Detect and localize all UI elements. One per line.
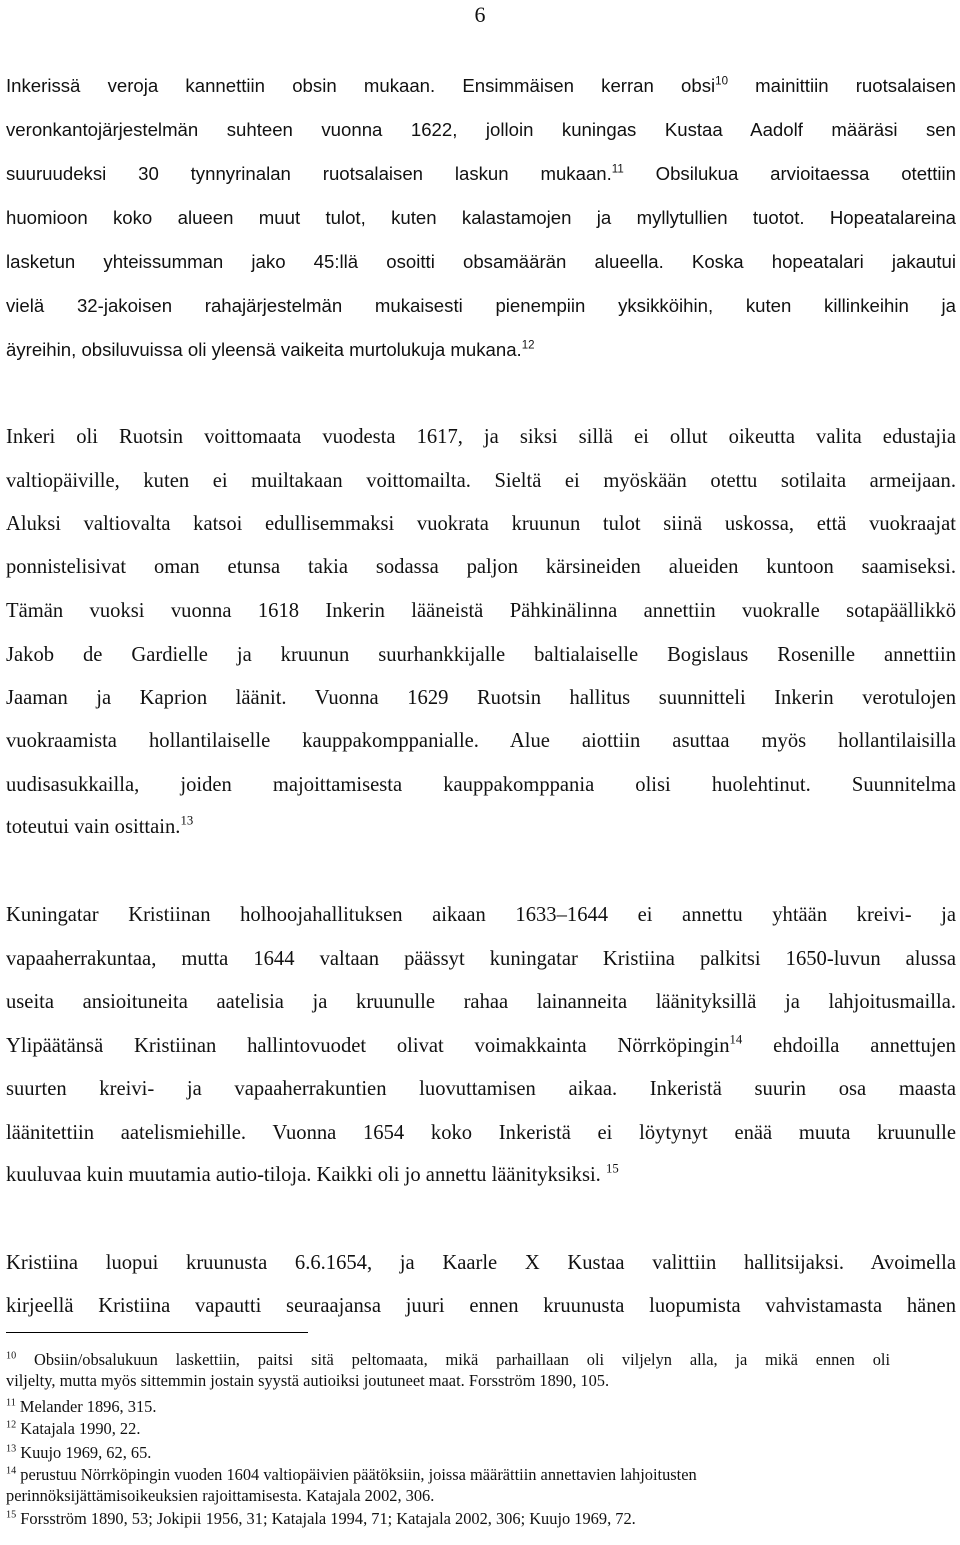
footnote-line	[6, 1486, 956, 1506]
footnote-line	[6, 1509, 956, 1529]
text-segment: useita ansioituneita aatelisia ja kruunulle rahaa lainanneita läänityksillä ja lahjoitusmailla.	[6, 991, 956, 1013]
footnote-ref: 15	[6, 1509, 17, 1521]
text-segment: Kristiina luopui kruunusta 6.6.1654, ja Kaarle X Kustaa valittiin hallitsijaksi. Avoimella	[6, 1252, 956, 1274]
footnote-ref: 14	[6, 1465, 17, 1477]
text-segment: vapaaherrakuntaa, mutta 1644 valtaan päässyt kuningatar Kristiina palkitsi 1650-luvun alussa	[6, 948, 956, 970]
text-segment: Forsström 1890, 53; Jokipii 1956, 31; Katajala 1994, 71; Katajala 2002, 306; Kuujo 1969, 72.	[16, 1509, 636, 1528]
text-segment: veronkantojärjestelmän suhteen vuonna 1622, jolloin kuningas Kustaa Aadolf määräsi sen	[6, 119, 956, 140]
text-segment: uudisasukkailla, joiden majoittamisesta kauppakomppania olisi huolehtinut. Suunnitelma	[6, 774, 956, 796]
footnote-line	[6, 1350, 890, 1370]
text-segment: vielä 32-jakoisen rahajärjestelmän mukaisesti pienempiin yksikköihin, kuten killinkeihin ja	[6, 295, 956, 316]
footnote-line	[6, 1397, 956, 1417]
text-segment: Obsilukua arvioitaessa otettiin	[623, 163, 956, 184]
body-line	[6, 250, 956, 274]
footnote-ref: 14	[729, 1032, 743, 1047]
body-line	[6, 1077, 956, 1101]
footnote-ref: 10	[715, 75, 728, 88]
footnote-ref: 13	[180, 813, 194, 828]
footnote-line	[6, 1419, 956, 1439]
text-segment: suuruudeksi 30 tynnyrinalan ruotsalaisen laskun mukaan.	[6, 163, 612, 184]
text-segment: läänitettiin aatelismiehille. Vuonna 1654 koko Inkeristä ei löytynyt enää muuta kruunulle	[6, 1122, 956, 1144]
footnote-separator	[6, 1332, 308, 1333]
body-line	[6, 469, 956, 493]
text-segment: perinnöksijättämisoikeuksien rajoittamisesta. Katajala 2002, 306.	[6, 1486, 435, 1505]
text-segment: Melander 1896, 315.	[15, 1397, 157, 1416]
footnote-ref: 13	[6, 1443, 17, 1455]
body-line	[6, 599, 956, 623]
text-segment: lasketun yhteissumman jako 45:llä osoitti obsamäärän alueella. Koska hopeatalari jakautui	[6, 251, 956, 272]
body-line	[6, 555, 956, 579]
footnote-line	[6, 1443, 956, 1463]
page-number: 6	[474, 2, 486, 27]
body-line	[6, 206, 956, 230]
body-line	[6, 947, 956, 971]
text-segment: toteutui vain osittain.	[6, 816, 181, 838]
text-segment: viljelty, mutta myös sittemmin jostain syystä autioiksi joutuneet maat. Forsström 1890, 105.	[6, 1371, 610, 1390]
footnote-ref: 10	[6, 1350, 17, 1362]
body-line	[6, 294, 956, 318]
body-line	[6, 425, 956, 449]
footnote-ref: 11	[6, 1397, 16, 1409]
body-line	[6, 338, 956, 362]
body-line	[6, 118, 956, 142]
body-line	[6, 1251, 956, 1275]
body-line	[6, 1121, 956, 1145]
text-segment: Tämän vuoksi vuonna 1618 Inkerin lääneistä Pähkinälinna annettiin vuokralle sotapäällikkö	[6, 600, 956, 622]
text-segment: Obsiin/obsalukuun laskettiin, paitsi sitä peltomaata, mikä parhaillaan oli viljelyn alla, ja mikä ennen oli	[16, 1350, 890, 1369]
text-segment: perustuu Nörrköpingin vuoden 1604 valtiopäivien päätöksiin, joissa määrättiin annettavien lahjoitusten	[16, 1465, 697, 1484]
text-segment: Kuningatar Kristiinan holhoojahallituksen aikaan 1633–1644 ei annettu yhtään kreivi- ja	[6, 904, 956, 926]
body-line	[6, 773, 956, 797]
text-segment: ehdoilla annettujen	[742, 1035, 956, 1057]
text-segment: vuokraamista hollantilaiselle kauppakomppanialle. Alue aiottiin asuttaa myös hollantilaisilla	[6, 730, 956, 752]
footnote-ref: 15	[605, 1161, 619, 1176]
body-line	[6, 1163, 956, 1187]
text-segment: kuuluvaa kuin muutamia autio-tiloja. Kaikki oli jo annettu läänityksiksi.	[6, 1164, 606, 1186]
footnote-line	[6, 1465, 956, 1485]
text-segment: Jaaman ja Kaprion läänit. Vuonna 1629 Ruotsin hallitus suunnitteli Inkerin verotulojen	[6, 687, 956, 709]
body-line	[6, 512, 956, 536]
body-line	[6, 1034, 956, 1058]
footnote-ref: 11	[611, 163, 624, 176]
text-segment: Kuujo 1969, 62, 65.	[16, 1443, 152, 1462]
body-line	[6, 643, 956, 667]
body-line	[6, 903, 956, 927]
text-segment: mainittiin ruotsalaisen	[727, 75, 956, 96]
body-line	[6, 1294, 956, 1318]
text-segment: Katajala 1990, 22.	[16, 1419, 141, 1438]
text-segment: suurten kreivi- ja vapaaherrakuntien luovuttamisen aikaa. Inkeristä suurin osa maasta	[6, 1078, 956, 1100]
text-segment: Inkerissä veroja kannettiin obsin mukaan. Ensimmäisen kerran obsi	[6, 75, 716, 96]
text-segment: Inkeri oli Ruotsin voittomaata vuodesta 1617, ja siksi sillä ei ollut oikeutta valita edustajia	[6, 426, 956, 448]
text-segment: äyreihin, obsiluvuissa oli yleensä vaikeita murtolukuja mukana.	[6, 339, 522, 360]
text-segment: ponnistelisivat oman etunsa takia sodassa paljon kärsineiden alueiden kuntoon saamiseksi.	[6, 556, 956, 578]
body-line	[6, 162, 956, 186]
text-segment: Jakob de Gardielle ja kruunun suurhankkijalle baltialaiselle Bogislaus Rosenille annettiin	[6, 644, 956, 666]
footnote-ref: 12	[521, 339, 535, 352]
body-line	[6, 686, 956, 710]
text-segment: Aluksi valtiovalta katsoi edullisemmaksi vuokrata kruunun tulot siinä uskossa, että vuokraajat	[6, 513, 956, 535]
text-segment: kirjeellä Kristiina vapautti seuraajansa juuri ennen kruunusta luopumista vahvistamasta hänen	[6, 1295, 956, 1317]
body-line	[6, 990, 956, 1014]
body-line	[6, 815, 956, 839]
text-segment: Ylipäätänsä Kristiinan hallintovuodet olivat voimakkainta Nörrköpingin	[6, 1035, 730, 1057]
body-line	[6, 74, 956, 98]
text-segment: valtiopäiville, kuten ei muiltakaan voittomailta. Sieltä ei myöskään otettu sotilaita armeijaan.	[6, 470, 956, 492]
body-line	[6, 729, 956, 753]
text-segment: huomioon koko alueen muut tulot, kuten kalastamojen ja myllytullien tuotot. Hopeatalareina	[6, 207, 956, 228]
footnote-ref: 12	[6, 1419, 17, 1431]
footnote-line	[6, 1371, 956, 1391]
